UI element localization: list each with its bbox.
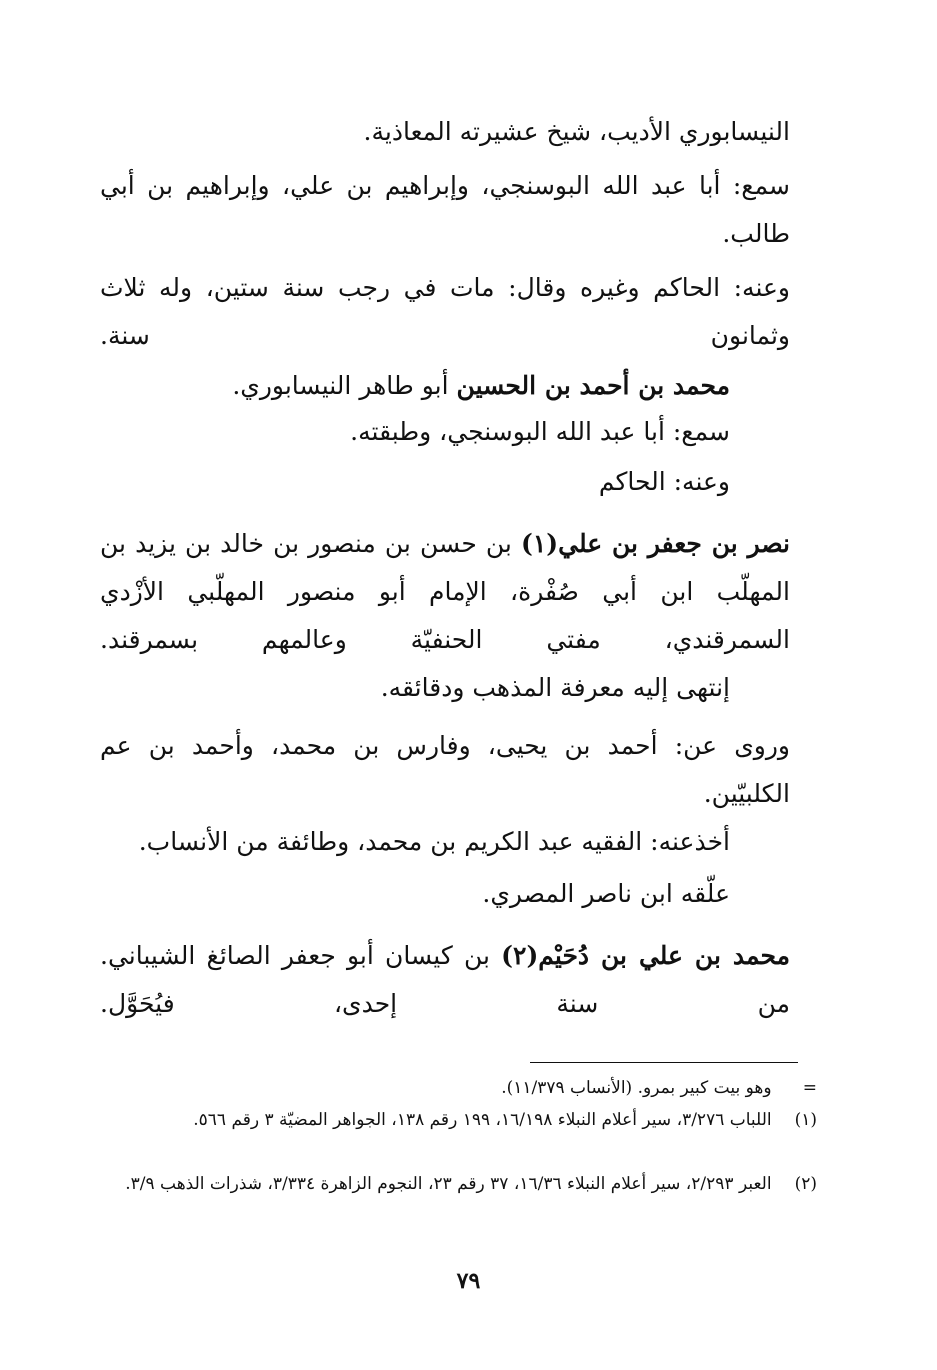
paragraph-6: وعنه: الحاكم — [598, 467, 730, 496]
footnote-1: (١) اللباب ٣/٢٧٦، سير أعلام النبلاء ١٦/١٩٨، ١٩٩ رقم ١٣٨، الجواهر المضيّة ٣ رقم ٥٦٦. — [193, 1110, 817, 1130]
paragraph-1: النيسابوري الأديب، شيخ عشيرته المعاذية. — [363, 117, 790, 146]
entry-name: محمد بن علي بن دُحَيْم(٢) — [501, 941, 790, 970]
paragraph-2: سمع: أبا عبد الله البوسنجي، وإبراهيم بن علي، وإبراهيم بن أبي طالب. — [100, 171, 790, 248]
entry-name: محمد بن أحمد بن الحسين — [456, 371, 730, 400]
paragraph-9: وروى عن: أحمد بن يحيى، وفارس بن محمد، وأحمد بن عم الكلبيّين. — [100, 731, 790, 808]
entry-heading-nasr-ibn-jafar: نصر بن جعفر بن علي(١) بن حسن بن منصور بن خالد بن يزيد بن المهلّب ابن أبي صُفْرة، الإمام أبو منصور المهلّبي الأزْدي السمرقندي، مفتي الحنفيّة وعالمهم بسمرقند. — [100, 529, 790, 654]
paragraph-11: علّقه ابن ناصر المصري. — [482, 879, 730, 908]
paragraph-8: إنتهى إليه معرفة المذهب ودقائقه. — [380, 673, 730, 702]
footnote-continuation: = وهو بيت كبير بمرو. (الأنساب ١١/٣٧٩). — [501, 1078, 817, 1098]
paragraph-10: أخذعنه: الفقيه عبد الكريم بن محمد، وطائفة من الأنساب. — [138, 827, 730, 856]
entry-heading-muhammad-ibn-ali: محمد بن علي بن دُحَيْم(٢) بن كيسان أبو جعفر الصائغ الشيباني. من سنة إحدى، فيُحَوَّل. — [100, 941, 790, 1018]
page-number: ٧٩ — [456, 1268, 481, 1294]
entry-heading-muhammad-ibn-ahmad: محمد بن أحمد بن الحسين أبو طاهر النيسابوري. — [232, 371, 730, 400]
paragraph-5: سمع: أبا عبد الله البوسنجي، وطبقته. — [350, 417, 730, 446]
footnote-2: (٢) العبر ٢/٢٩٣، سير أعلام النبلاء ١٦/٣٦، ٣٧ رقم ٢٣، النجوم الزاهرة ٣/٣٣٤، شذرات الذهب ٣/٩. — [125, 1174, 817, 1194]
footnote-divider — [530, 1062, 798, 1063]
paragraph-3: وعنه: الحاكم وغيره وقال: مات في رجب سنة ستين، وله ثلاث وثمانون سنة. — [100, 273, 790, 350]
entry-name: نصر بن جعفر بن علي(١) — [521, 529, 790, 558]
